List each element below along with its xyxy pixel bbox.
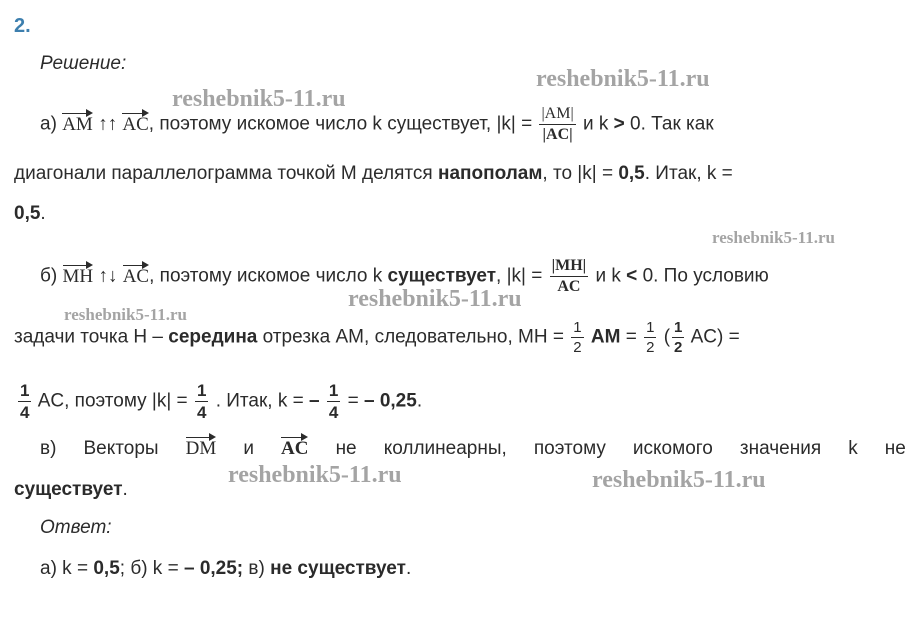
fraction-denominator: 4	[20, 403, 30, 422]
fraction-numerator: |AM|	[539, 106, 575, 125]
part-b-bold: AM	[590, 326, 621, 348]
answer-text: ; б) k =	[119, 558, 179, 579]
greater-sign: >	[613, 113, 625, 135]
fraction-one-half	[571, 320, 583, 355]
part-a-prefix: а)	[40, 113, 57, 135]
part-c-word: коллинеарны,	[383, 438, 507, 459]
fraction-numerator: |MH|	[550, 258, 589, 277]
part-b-text: . Итак, k =	[215, 390, 304, 412]
part-a-text: . Итак, k =	[644, 163, 733, 184]
answer-text: в)	[248, 558, 265, 579]
less-sign: <	[626, 265, 638, 287]
answer-bold: не существует	[270, 558, 406, 579]
answer-bold: – 0,25;	[183, 558, 244, 579]
part-a-bold: напополам	[437, 163, 543, 184]
part-b-text: =	[347, 390, 359, 412]
part-b-text: AC) =	[690, 326, 740, 348]
part-b-text: .	[416, 390, 423, 412]
vector-ac: AC	[122, 265, 150, 287]
part-b-text: =	[625, 326, 637, 348]
fraction-one-quarter	[327, 382, 340, 421]
part-a-text: , поэтому искомое число k существует, |k| =	[148, 113, 533, 135]
part-c-word: не	[884, 438, 906, 459]
part-b-bold: существует	[387, 265, 497, 287]
fraction-denominator: |AC|	[542, 126, 573, 143]
task-number: 2.	[14, 15, 31, 37]
part-b-line2	[14, 320, 740, 355]
part-a-line2	[14, 162, 733, 186]
part-b-bold: – 0,25	[363, 390, 417, 412]
fraction-denominator: 4	[328, 403, 339, 422]
fraction-one-half	[672, 320, 684, 355]
part-a-text: , то |k| =	[542, 163, 614, 184]
part-a-text: и k	[582, 113, 609, 135]
part-a-text: 0. Так как	[630, 113, 714, 135]
part-b-line1	[40, 258, 769, 295]
answer-line	[40, 557, 411, 581]
fraction-numerator: 1	[196, 381, 207, 400]
codirected-sign: ↑↑	[98, 113, 118, 135]
watermark: reshebnik5-11.ru	[348, 286, 522, 312]
part-b-text: 0. По условию	[642, 265, 769, 287]
fraction-numerator: 1	[573, 319, 582, 336]
part-b-prefix: б)	[40, 265, 58, 287]
watermark: reshebnik5-11.ru	[712, 228, 835, 247]
solution-label: Решение:	[40, 53, 127, 74]
part-b-text: (	[663, 326, 671, 348]
part-c-word: поэтому	[533, 438, 606, 459]
part-c-word: k	[848, 438, 858, 459]
watermark: reshebnik5-11.ru	[592, 467, 766, 493]
fraction-denominator: 4	[196, 403, 207, 422]
answer-text: а) k =	[40, 558, 89, 579]
fraction-denominator: AC	[557, 278, 581, 295]
answer-text: .	[405, 558, 412, 579]
part-c-word: значения	[739, 438, 822, 459]
watermark: reshebnik5-11.ru	[228, 462, 402, 488]
watermark: reshebnik5-11.ru	[172, 86, 346, 112]
opposite-sign: ↑↓	[98, 265, 118, 287]
part-b-text: отрезка АМ, следовательно, МН =	[262, 326, 564, 348]
part-c-word: и	[243, 438, 254, 459]
part-a-text: диагонали параллелограмма точкой М делятся	[14, 163, 433, 184]
part-c-text: .	[122, 479, 128, 500]
answer-bold: 0,5	[93, 558, 120, 579]
part-c-word: искомого	[632, 438, 713, 459]
watermark: reshebnik5-11.ru	[64, 305, 187, 324]
part-b-text: AC, поэтому |k| =	[37, 390, 188, 412]
part-c-line2	[14, 478, 128, 502]
part-c-word: не	[335, 438, 357, 459]
vector-mh: MH	[62, 265, 94, 287]
vector-am: AM	[62, 113, 93, 135]
fraction-numerator: 1	[674, 319, 683, 336]
part-c-word: Векторы	[83, 438, 159, 459]
part-a-bold: 0,5	[14, 203, 41, 224]
answer-label: Ответ:	[40, 517, 112, 538]
part-a-line1	[40, 106, 714, 143]
part-c-line1	[40, 437, 906, 461]
part-b-bold: –	[308, 390, 320, 412]
vector-ac: AC	[281, 438, 309, 459]
vector-ac: AC	[122, 113, 149, 135]
watermark: reshebnik5-11.ru	[536, 66, 710, 92]
fraction-am-ac	[539, 106, 575, 143]
part-a-bold: 0,5	[618, 163, 645, 184]
part-a-line3	[14, 202, 46, 226]
part-a-text: .	[40, 203, 46, 224]
fraction-denominator: 2	[674, 339, 683, 356]
fraction-mh-ac	[550, 258, 589, 295]
part-c-bold: существует	[14, 479, 123, 500]
fraction-numerator: 1	[20, 381, 30, 400]
fraction-one-quarter	[18, 382, 31, 421]
part-c-prefix: в)	[40, 438, 57, 459]
part-b-text: и k	[595, 265, 621, 287]
part-b-text: , поэтому искомое число k	[149, 265, 383, 287]
part-b-line3	[16, 382, 422, 421]
fraction-numerator: 1	[646, 319, 655, 336]
part-b-text: задачи точка Н –	[14, 326, 163, 348]
fraction-numerator: 1	[328, 381, 339, 400]
fraction-denominator: 2	[573, 339, 582, 356]
part-b-bold: середина	[168, 326, 258, 348]
vector-dm: DM	[185, 438, 217, 459]
fraction-one-half	[644, 320, 656, 355]
fraction-denominator: 2	[646, 339, 655, 356]
part-b-text: , |k| =	[496, 265, 543, 287]
fraction-one-quarter	[195, 382, 208, 421]
